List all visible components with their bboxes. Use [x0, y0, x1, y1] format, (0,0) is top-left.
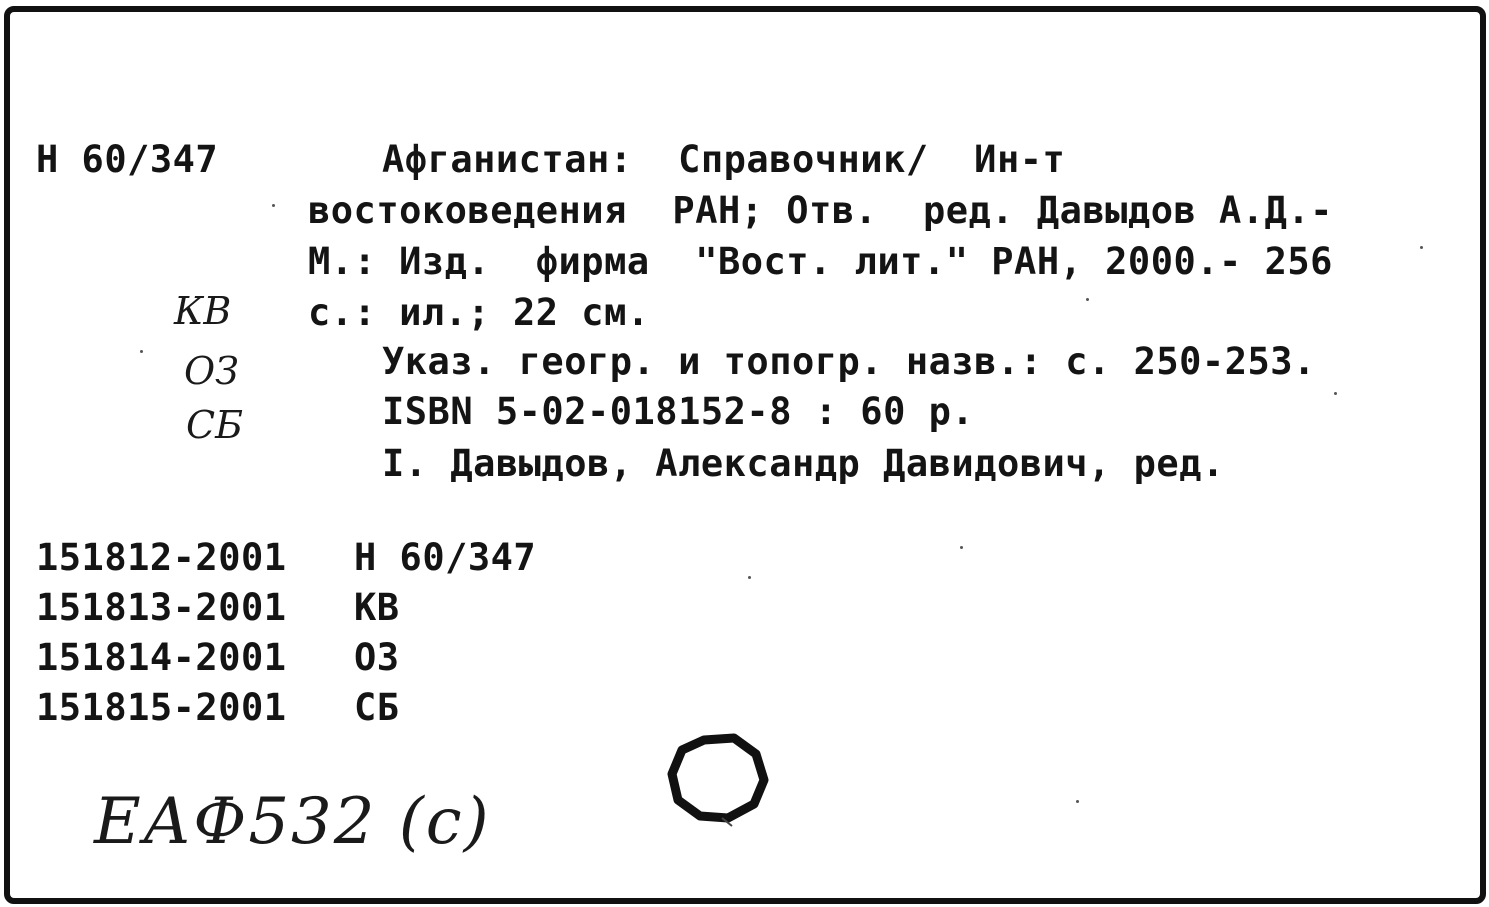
entry-line-note: Указ. геогр. и топогр. назв.: с. 250-253.: [382, 340, 1316, 383]
handwritten-location-oz: ОЗ: [184, 349, 239, 393]
paper-speck: [1420, 246, 1423, 249]
entry-line-added-entry: I. Давыдов, Александр Давидович, ред.: [382, 442, 1225, 485]
copy-location: ОЗ: [354, 636, 400, 679]
copy-number: 151813-2001: [36, 586, 287, 629]
copy-location: Н 60/347: [354, 536, 537, 579]
handwritten-location-sb: СБ: [186, 403, 243, 447]
punch-hole-icon: [664, 732, 772, 828]
handwritten-location-kv: КВ: [174, 289, 232, 333]
copy-location: СБ: [354, 686, 400, 729]
entry-line-extent: с.: ил.; 22 см.: [308, 291, 650, 334]
entry-line-isbn: ISBN 5-02-018152-8 : 60 р.: [382, 390, 975, 433]
copy-location: КВ: [354, 586, 400, 629]
entry-line-publication: М.: Изд. фирма "Вост. лит." РАН, 2000.- 256: [308, 240, 1333, 283]
paper-speck: [748, 576, 751, 579]
paper-speck: [1334, 392, 1337, 395]
paper-speck: [140, 350, 143, 353]
handwritten-classification-code: ЕАФ532 (с): [94, 785, 491, 859]
entry-line-title: Афганистан: Справочник/ Ин-т: [382, 138, 1066, 181]
entry-line-responsibility: востоковедения РАН; Отв. ред. Давыдов А.Д.-: [308, 189, 1333, 232]
paper-speck: [272, 204, 275, 207]
copy-number: 151815-2001: [36, 686, 287, 729]
copy-number: 151812-2001: [36, 536, 287, 579]
paper-speck: [1076, 800, 1079, 803]
shelfmark: Н 60/347: [36, 138, 219, 181]
paper-speck: [960, 546, 963, 549]
paper-speck: [1086, 298, 1089, 301]
copy-number: 151814-2001: [36, 636, 287, 679]
